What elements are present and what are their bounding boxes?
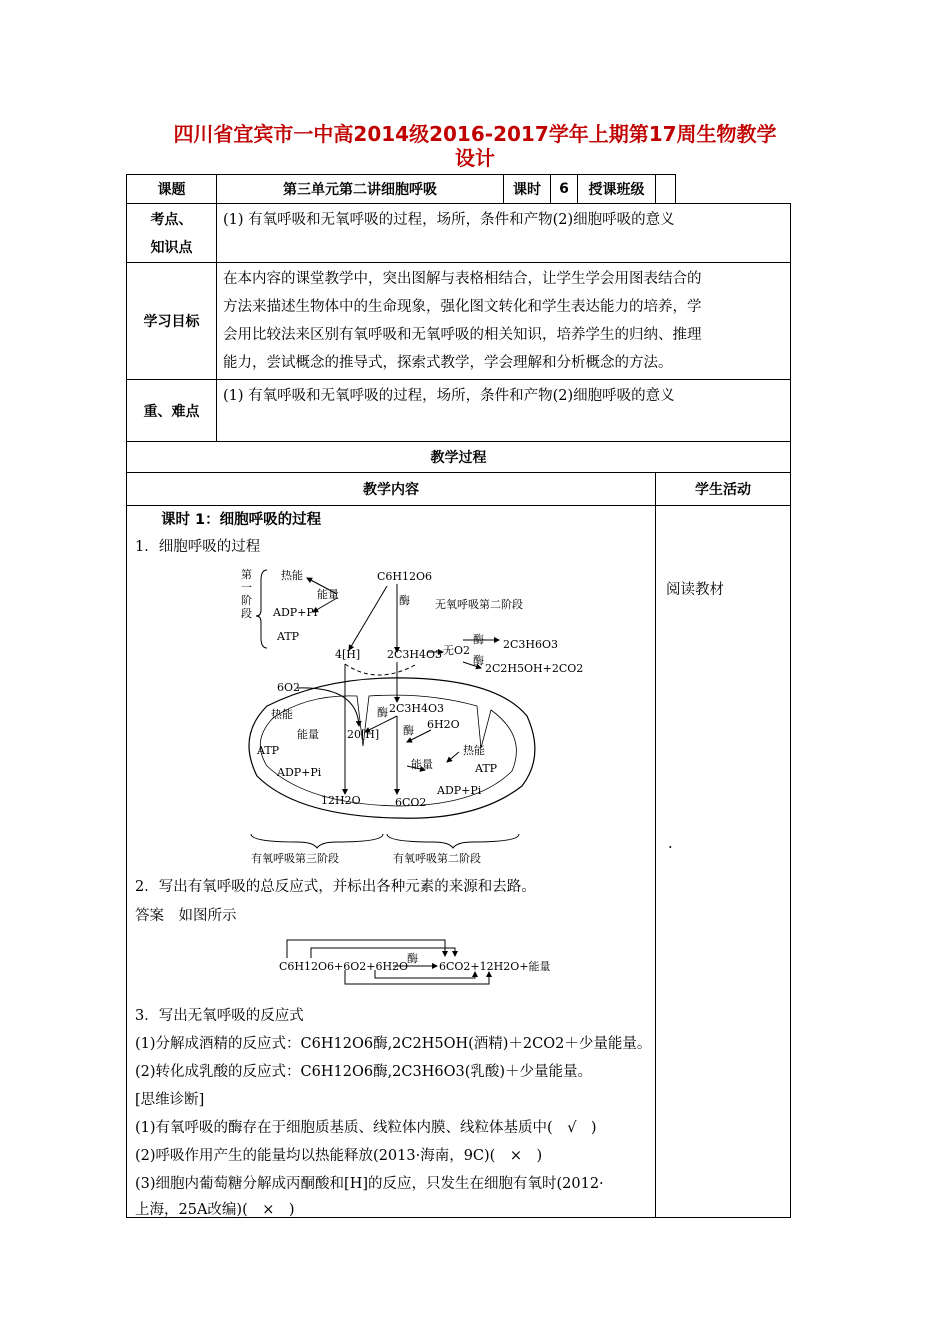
student-activity-cell [656, 506, 791, 1218]
empty-cell [676, 175, 791, 204]
answer: 答案 如图所示 [135, 908, 237, 924]
h2o-12-label: 12H2O [321, 794, 361, 807]
atp-label: ATP [277, 630, 300, 643]
heat-label: 热能 [271, 708, 293, 721]
aerobic-stage3-label: 有氧呼吸第三阶段 [251, 852, 339, 865]
teaching-content-cell [127, 506, 656, 1218]
h20-label: 20[H] [347, 728, 380, 741]
pyruvate-label: 2C3H4O3 [389, 702, 445, 715]
check-1: (1)有氧呼吸的酶存在于细胞质基质、线粒体内膜、线粒体基质中( √ ) [135, 1120, 597, 1136]
document-title [120, 122, 830, 170]
title-line-2: 设计 [455, 146, 495, 170]
keypoints-label: 重、难点 [127, 380, 217, 442]
pyruvate-label: 2C3H4O3 [387, 648, 443, 661]
o2-label: 6O2 [277, 681, 301, 694]
objectives-label: 学习目标 [127, 263, 217, 380]
activity-column-header: 学生活动 [656, 473, 791, 506]
dashed-arrow [345, 664, 417, 675]
ethanol-label: 2C2H5OH+2CO2 [485, 662, 584, 675]
h2o-6-label: 6H2O [427, 718, 460, 731]
no-o2-label: 无O2 [443, 644, 471, 657]
check-3-line-1: (3)细胞内葡萄糖分解成丙酮酸和[H]的反应，只发生在细胞有氧时(2012· [135, 1176, 604, 1192]
reaction-equation [275, 934, 555, 994]
activity-dot: . [668, 836, 673, 852]
check-3-line-2: 上海，25A改编)( × ) [135, 1202, 295, 1218]
adp-pi-label: ADP+Pi [437, 784, 482, 797]
class-label: 授课班级 [578, 175, 656, 204]
thinking-header: [思维诊断] [135, 1092, 205, 1108]
co2-6-label: 6CO2 [395, 796, 427, 809]
atp-label: ATP [475, 762, 498, 775]
kaodian-text: (1) 有氧呼吸和无氧呼吸的过程，场所，条件和产物(2)细胞呼吸的意义 [217, 204, 791, 263]
energy-label: 能量 [297, 728, 319, 741]
item-2: 2．写出有氧呼吸的总反应式，并标出各种元素的来源和去路。 [135, 879, 536, 895]
energy-label: 能量 [411, 758, 433, 771]
atp-label: ATP [257, 744, 280, 757]
cell-respiration-diagram [237, 566, 584, 866]
energy-label: 能量 [317, 588, 339, 601]
keypoints-text: (1) 有氧呼吸和无氧呼吸的过程，场所，条件和产物(2)细胞呼吸的意义 [217, 380, 791, 442]
objectives-line: 能力，尝试概念的推导式，探索式教学，学会理解和分析概念的方法。 [223, 355, 673, 371]
objectives-text [217, 263, 791, 380]
content-column-header: 教学内容 [127, 473, 656, 506]
adp-pi-label: ADP+Pi [277, 766, 322, 779]
enzyme-label: 酶 [399, 594, 410, 607]
process-header: 教学过程 [127, 442, 791, 473]
item-3: 3．写出无氧呼吸的反应式 [135, 1008, 304, 1024]
aerobic-stage2-label: 有氧呼吸第二阶段 [393, 852, 481, 865]
item-1: 1．细胞呼吸的过程 [135, 539, 261, 555]
adp-pi-label: ADP+Pi [273, 606, 318, 619]
topic-value: 第三单元第二讲细胞呼吸 [217, 175, 504, 204]
item-3-1: (1)分解成酒精的反应式：C6H12O6酶,2C2H5OH(酒精)＋2CO2＋少量能量。 [135, 1036, 652, 1052]
hours-value: 6 [551, 175, 578, 204]
enzyme-label: 酶 [473, 633, 484, 646]
hours-label: 课时 [504, 175, 551, 204]
title-line-1: 四川省宜宾市一中高2014级2016-2017学年上期第17周生物教学 [173, 122, 777, 146]
activity-reading: 阅读教材 [666, 582, 724, 598]
kaodian-label-1: 考点、 [150, 212, 193, 228]
kaodian-label [127, 204, 217, 263]
equation-right: 6CO2+12H2O+能量 [439, 960, 551, 973]
stage1-label-char: 一 [241, 581, 252, 594]
lesson-plan-table [126, 174, 791, 1218]
check-2: (2)呼吸作用产生的能量均以热能释放(2013·海南，9C)( × ) [135, 1148, 543, 1164]
objectives-line: 方法来描述生物体中的生命现象，强化图文转化和学生表达能力的培养，学 [223, 299, 702, 315]
class-value [656, 175, 676, 204]
bottom-brackets [251, 834, 519, 848]
stage1-label-char: 段 [241, 607, 252, 620]
lactic-acid-label: 2C3H6O3 [503, 638, 559, 651]
topic-label: 课题 [127, 175, 217, 204]
equation-left: C6H12O6+6O2+6H2O [279, 960, 409, 973]
stage1-bracket [256, 570, 267, 648]
h4-label: 4[H] [335, 648, 361, 661]
enzyme-label: 酶 [377, 706, 388, 719]
glucose-label: C6H12O6 [377, 570, 433, 583]
enzyme-label: 酶 [403, 724, 414, 737]
heat-label: 热能 [281, 569, 303, 582]
item-3-2: (2)转化成乳酸的反应式：C6H12O6酶,2C3H6O3(乳酸)＋少量能量。 [135, 1064, 593, 1080]
equation-enzyme: 酶 [407, 952, 418, 965]
mitochondrion-outer [249, 678, 535, 818]
anaerobic-stage2-label: 无氧呼吸第二阶段 [435, 598, 523, 611]
lesson-title: 课时 1：细胞呼吸的过程 [161, 512, 322, 528]
objectives-line: 会用比较法来区别有氧呼吸和无氧呼吸的相关知识，培养学生的归纳、推理 [223, 327, 702, 343]
heat-label: 热能 [463, 744, 485, 757]
stage1-label-char: 第 [241, 568, 252, 581]
kaodian-label-2: 知识点 [150, 240, 193, 256]
enzyme-label: 酶 [473, 654, 484, 667]
objectives-line: 在本内容的课堂教学中，突出图解与表格相结合，让学生学会用图表结合的 [223, 271, 702, 287]
stage1-label-char: 阶 [241, 594, 252, 607]
